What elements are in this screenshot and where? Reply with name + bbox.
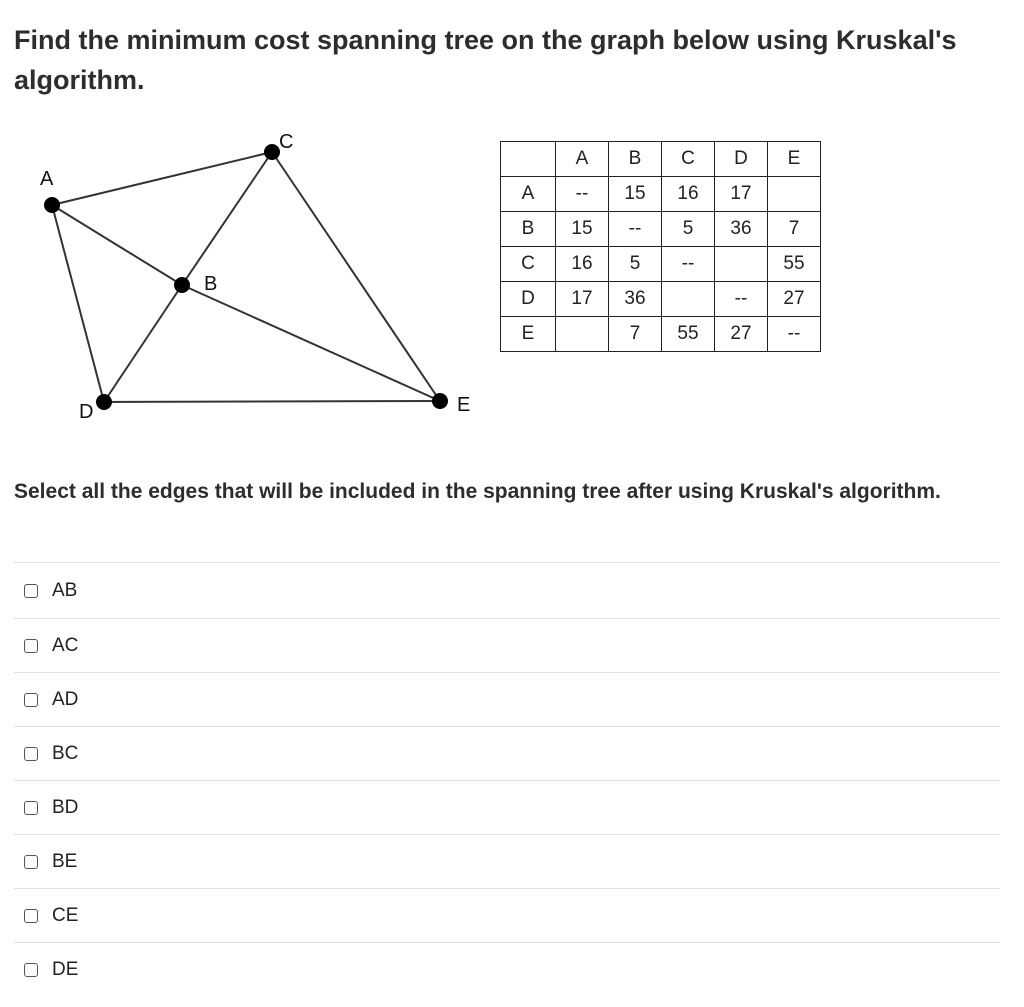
checkbox[interactable]: [24, 909, 38, 923]
option-ab[interactable]: [14, 562, 1000, 618]
table-cell: C: [662, 142, 715, 177]
table-header-row: [501, 142, 821, 177]
node-label-e: E: [457, 394, 471, 416]
table-cell: 5: [662, 212, 715, 247]
checkbox[interactable]: [24, 963, 38, 977]
table-cell: B: [609, 142, 662, 177]
table-cell: E: [501, 317, 556, 352]
node-a: [44, 197, 60, 213]
edge-bd: [104, 285, 182, 402]
table-cell: 7: [609, 317, 662, 352]
table-cell: A: [501, 177, 556, 212]
table-cell: 55: [662, 317, 715, 352]
table-cell: A: [556, 142, 609, 177]
checkbox[interactable]: [24, 747, 38, 761]
table-cell: D: [501, 282, 556, 317]
node-label-d: D: [79, 401, 94, 423]
cost-table: [500, 141, 821, 352]
table-cell: --: [715, 282, 768, 317]
table-cell: D: [715, 142, 768, 177]
table-cell: B: [501, 212, 556, 247]
option-ce[interactable]: [14, 888, 1000, 942]
table-cell: 27: [768, 282, 821, 317]
checkbox[interactable]: [24, 639, 38, 653]
table-cell: 15: [609, 177, 662, 212]
node-label-a: A: [40, 168, 54, 190]
table-cell: --: [609, 212, 662, 247]
option-label: BC: [52, 742, 79, 764]
option-label: DE: [52, 958, 79, 980]
table-cell: 16: [556, 247, 609, 282]
answer-options: [14, 562, 1000, 996]
edge-de: [104, 401, 440, 402]
table-cell: 55: [768, 247, 821, 282]
table-cell: --: [662, 247, 715, 282]
option-label: CE: [52, 904, 79, 926]
table-row: [501, 317, 821, 352]
option-ac[interactable]: [14, 618, 1000, 672]
table-cell: --: [768, 317, 821, 352]
table-cell: 27: [715, 317, 768, 352]
checkbox[interactable]: [24, 855, 38, 869]
table-cell: [715, 247, 768, 282]
option-label: BD: [52, 796, 79, 818]
option-label: AB: [52, 579, 78, 601]
table-cell: 17: [715, 177, 768, 212]
option-bd[interactable]: [14, 780, 1000, 834]
table-cell: [662, 282, 715, 317]
node-label-b: B: [204, 273, 218, 295]
option-ad[interactable]: [14, 672, 1000, 726]
option-label: AD: [52, 688, 79, 710]
node-b: [174, 277, 190, 293]
checkbox[interactable]: [24, 693, 38, 707]
option-label: BE: [52, 850, 78, 872]
table-cell: 36: [609, 282, 662, 317]
table-cell: [768, 177, 821, 212]
node-d: [96, 394, 112, 410]
edge-ac: [52, 152, 272, 205]
checkbox[interactable]: [24, 801, 38, 815]
instruction-text: Select all the edges that will be included in the spanning tree after using Kruskal's algorithm.: [14, 480, 941, 503]
table-row: [501, 212, 821, 247]
table-cell: 5: [609, 247, 662, 282]
table-cell: [501, 142, 556, 177]
node-e: [432, 393, 448, 409]
option-be[interactable]: [14, 834, 1000, 888]
table-row: [501, 282, 821, 317]
table-cell: [556, 317, 609, 352]
edge-ab: [52, 205, 182, 285]
table-row: [501, 177, 821, 212]
option-label: AC: [52, 634, 79, 656]
node-label-c: C: [279, 131, 294, 153]
node-c: [264, 144, 280, 160]
option-de[interactable]: [14, 942, 1000, 996]
table-cell: 7: [768, 212, 821, 247]
table-cell: 15: [556, 212, 609, 247]
table-cell: 17: [556, 282, 609, 317]
question-title: Find the minimum cost spanning tree on the graph below using Kruskal's algorithm.: [14, 25, 957, 95]
edge-bc: [182, 152, 272, 285]
graph-diagram: [0, 115, 500, 435]
table-cell: E: [768, 142, 821, 177]
table-cell: --: [556, 177, 609, 212]
table-cell: 36: [715, 212, 768, 247]
table-row: [501, 247, 821, 282]
checkbox[interactable]: [24, 584, 38, 598]
table-cell: C: [501, 247, 556, 282]
table-cell: 16: [662, 177, 715, 212]
option-bc[interactable]: [14, 726, 1000, 780]
edge-ad: [52, 205, 104, 402]
